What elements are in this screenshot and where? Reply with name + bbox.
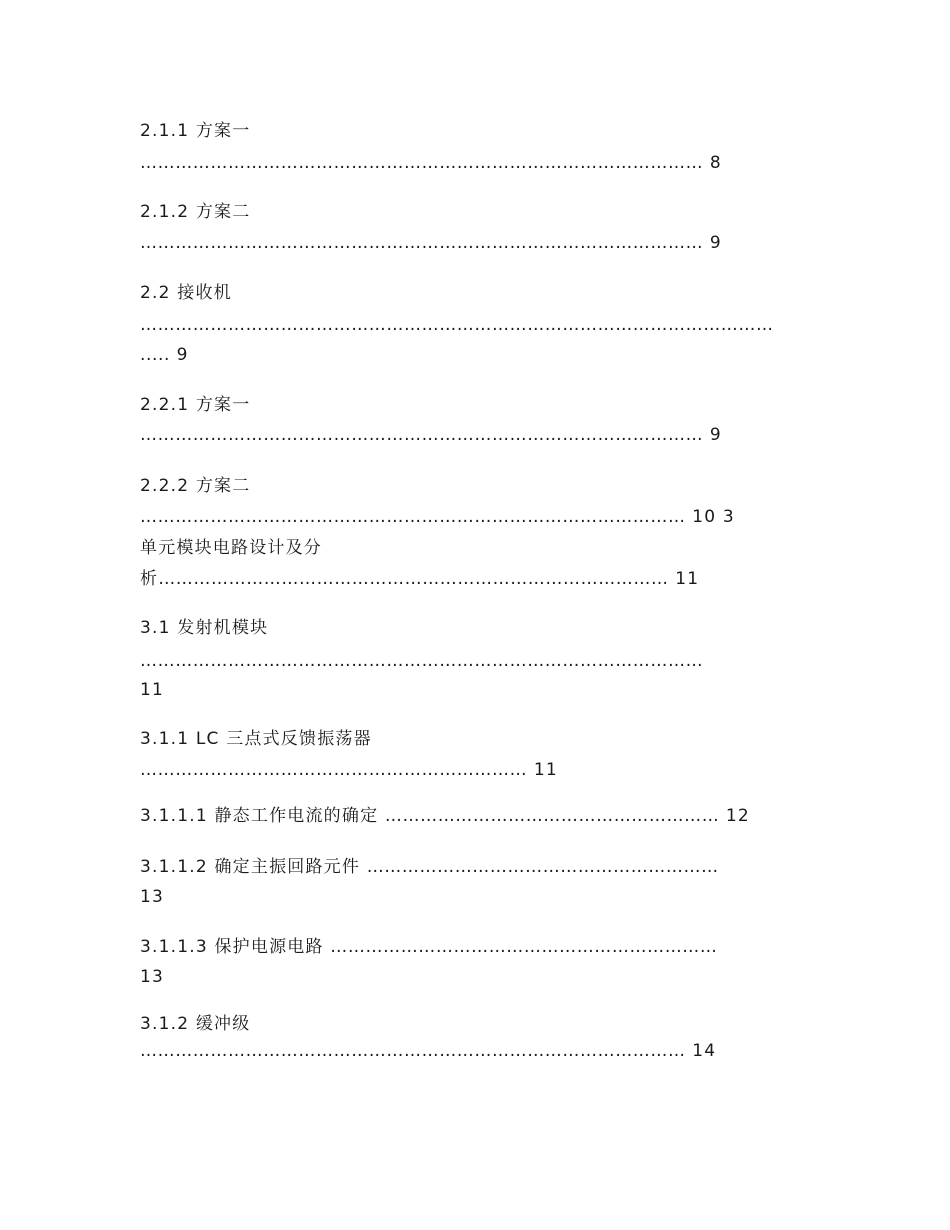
toc-page-number: 9 — [709, 233, 722, 253]
toc-page-number: 11 — [675, 569, 700, 589]
toc-heading: 3.1.2 缓冲级 — [140, 1014, 251, 1034]
toc-heading: 3.1 发射机模块 — [140, 618, 269, 638]
toc-chapter-number: 3 — [722, 507, 735, 527]
toc-entry: 3.1.1.2 确定主振回路元件 …………………………………………………… — [140, 857, 719, 877]
toc-entry: 3.1.1.1 静态工作电流的确定 ………………………………………………… 12 — [140, 806, 750, 826]
toc-heading: 2.2 接收机 — [140, 283, 232, 303]
toc-leader-line: …………………………………………………………………………………… 9 — [140, 233, 722, 253]
toc-page-number: 9 — [709, 425, 722, 445]
toc-leader-line: ………………………………………………………………………………… 10 3 — [140, 507, 735, 527]
toc-leader-line: ………………………………………………………………………………… 14 — [140, 1041, 717, 1061]
toc-page-number: 11 — [140, 680, 165, 700]
toc-page-number: 9 — [176, 345, 189, 365]
toc-page-number: 12 — [725, 806, 750, 826]
toc-page-number: 11 — [533, 760, 558, 780]
toc-page-number: 13 — [140, 887, 165, 907]
toc-heading: 2.1.2 方案二 — [140, 202, 251, 222]
toc-page-number: 14 — [692, 1041, 717, 1061]
toc-leader-line: …………………………………………………………………………………… 8 — [140, 153, 722, 173]
toc-heading: 单元模块电路设计及分 — [140, 538, 322, 558]
toc-heading: 2.2.2 方案二 — [140, 476, 251, 496]
toc-entry: 3.1.1.3 保护电源电路 ………………………………………………………… — [140, 937, 718, 957]
toc-heading: 2.1.1 方案一 — [140, 121, 251, 141]
toc-leader-line: ..... 9 — [140, 345, 189, 365]
toc-heading: 2.2.1 方案一 — [140, 395, 251, 415]
toc-heading: 3.1.1 LC 三点式反馈振荡器 — [140, 729, 372, 749]
toc-leader-line: …………………………………………………………………………………… — [140, 651, 704, 671]
toc-leader-line: ……………………………………………………………………………………………… — [140, 315, 774, 335]
toc-leader-line: ………………………………………………………… 11 — [140, 760, 558, 780]
toc-page-number: 10 — [692, 507, 717, 527]
toc-page-number: 13 — [140, 967, 165, 987]
toc-page-number: 8 — [709, 153, 722, 173]
toc-leader-line: 析…………………………………………………………………………… 11 — [140, 569, 700, 589]
toc-leader-line: …………………………………………………………………………………… 9 — [140, 425, 722, 445]
